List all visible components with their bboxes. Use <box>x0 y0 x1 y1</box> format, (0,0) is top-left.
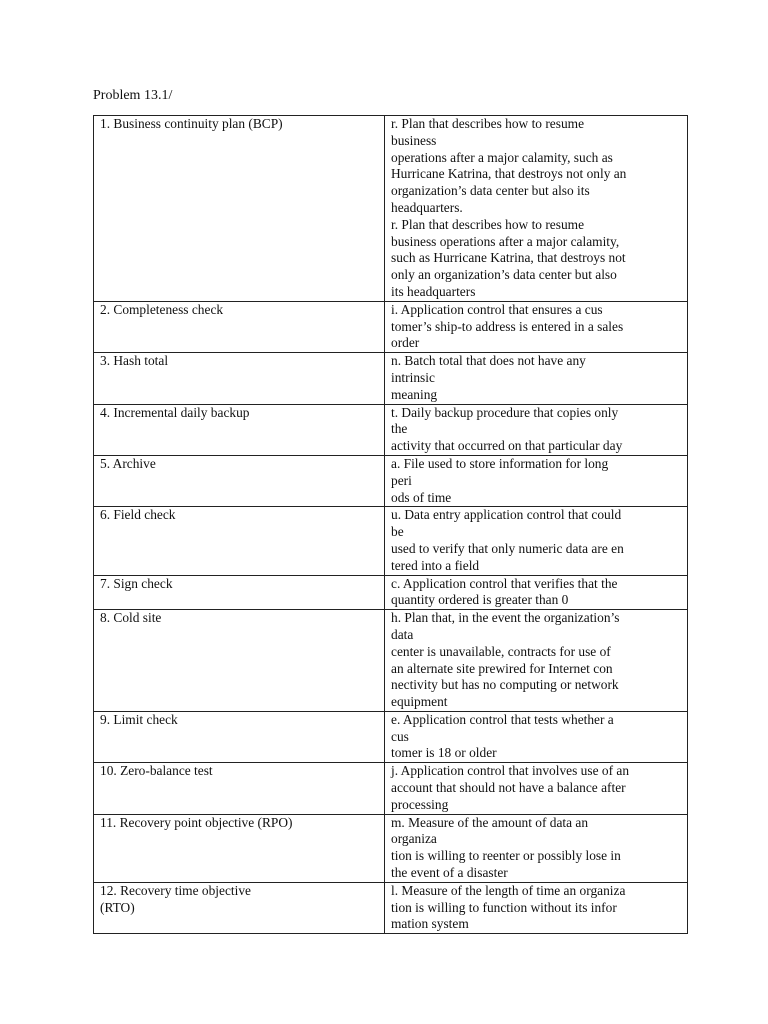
definition-cell <box>385 610 688 712</box>
definition-text: tomer is 18 or older <box>391 745 497 761</box>
definition-text: m. Measure of the amount of data an <box>391 814 589 830</box>
term-cell <box>94 763 385 814</box>
term-cell <box>94 711 385 762</box>
definition-text: t. Daily backup procedure that copies only <box>391 404 619 420</box>
definition-text: processing <box>391 796 449 812</box>
definition-text: peri <box>391 472 412 488</box>
table-row <box>94 763 688 814</box>
definition-text: r. Plan that describes how to resume <box>391 216 585 232</box>
term-text: 8. Cold site <box>100 610 162 626</box>
definition-cell <box>385 882 688 933</box>
definition-text: the <box>391 421 408 437</box>
term-cell <box>94 507 385 575</box>
definition-cell <box>385 575 688 610</box>
definition-text: a. File used to store information for long <box>391 455 609 471</box>
definition-text: i. Application control that ensures a cus <box>391 301 603 317</box>
definition-text: u. Data entry application control that could <box>391 507 622 523</box>
term-cell <box>94 610 385 712</box>
definition-text: ods of time <box>391 489 452 505</box>
table-row <box>94 455 688 506</box>
definition-text: h. Plan that, in the event the organization’s <box>391 610 620 626</box>
definition-text: account that should not have a balance after <box>391 780 626 796</box>
page-heading: Problem 13.1/ <box>93 88 173 103</box>
definition-text: l. Measure of the length of time an organiza <box>391 882 626 898</box>
term-text: 10. Zero-balance test <box>100 763 213 779</box>
table-row <box>94 814 688 882</box>
term-text: 7. Sign check <box>100 575 173 591</box>
term-text: 3. Hash total <box>100 353 169 369</box>
table-row <box>94 404 688 455</box>
definition-text: headquarters. <box>391 199 463 215</box>
definition-text: business operations after a major calamity, <box>391 233 620 249</box>
term-text: 2. Completeness check <box>100 301 224 317</box>
definition-cell <box>385 814 688 882</box>
definition-text: tered into a field <box>391 557 480 573</box>
definition-text: mation system <box>391 916 469 932</box>
table-row <box>94 301 688 352</box>
definition-cell <box>385 116 688 302</box>
definition-cell <box>385 507 688 575</box>
terms-table-body <box>94 116 688 934</box>
term-cell <box>94 404 385 455</box>
definition-text: its headquarters <box>391 283 476 299</box>
definition-text: tomer’s ship-to address is entered in a sales <box>391 318 624 334</box>
term-text: 9. Limit check <box>100 711 178 727</box>
term-text: 1. Business continuity plan (BCP) <box>100 116 283 131</box>
term-cell <box>94 882 385 933</box>
definition-cell <box>385 763 688 814</box>
definition-text: equipment <box>391 694 448 710</box>
definition-text: organiza <box>391 831 437 847</box>
definition-text: used to verify that only numeric data are en <box>391 540 624 556</box>
definition-text: business <box>391 132 437 148</box>
definition-cell <box>385 301 688 352</box>
definition-text: j. Application control that involves use of an <box>391 763 630 779</box>
term-text: (RTO) <box>100 899 135 915</box>
term-text: 5. Archive <box>100 455 156 471</box>
table-row <box>94 507 688 575</box>
definition-text: meaning <box>391 386 438 402</box>
definition-text: tion is willing to reenter or possibly lose in <box>391 848 621 864</box>
definition-text: r. Plan that describes how to resume <box>391 116 585 131</box>
definition-text: center is unavailable, contracts for use of <box>391 643 611 659</box>
definition-text: nectivity but has no computing or network <box>391 677 619 693</box>
definition-text: order <box>391 335 420 351</box>
definition-text: organization’s data center but also its <box>391 183 590 199</box>
term-cell <box>94 575 385 610</box>
term-cell <box>94 116 385 302</box>
definition-text: operations after a major calamity, such as <box>391 149 613 165</box>
definition-text: an alternate site prewired for Internet con <box>391 660 613 676</box>
table-row <box>94 575 688 610</box>
definition-text: Hurricane Katrina, that destroys not only an <box>391 166 627 182</box>
definition-cell <box>385 404 688 455</box>
definition-text: only an organization’s data center but also <box>391 267 617 283</box>
definition-cell <box>385 711 688 762</box>
definition-text: data <box>391 626 414 642</box>
term-text: 4. Incremental daily backup <box>100 404 250 420</box>
terms-table <box>93 115 688 934</box>
term-cell <box>94 455 385 506</box>
definition-text: activity that occurred on that particular day <box>391 438 623 454</box>
table-row <box>94 711 688 762</box>
table-row <box>94 882 688 933</box>
term-cell <box>94 814 385 882</box>
term-text: 11. Recovery point objective (RPO) <box>100 814 293 830</box>
definition-text: tion is willing to function without its infor <box>391 899 617 915</box>
table-row <box>94 353 688 404</box>
definition-text: such as Hurricane Katrina, that destroys not <box>391 250 626 266</box>
term-text: 6. Field check <box>100 507 176 523</box>
definition-text: quantity ordered is greater than 0 <box>391 592 569 608</box>
definition-cell <box>385 455 688 506</box>
definition-text: the event of a disaster <box>391 865 508 881</box>
term-cell <box>94 353 385 404</box>
definition-text: c. Application control that verifies that the <box>391 575 618 591</box>
table-row <box>94 116 688 302</box>
definition-text: cus <box>391 728 409 744</box>
definition-text: be <box>391 524 404 540</box>
term-cell <box>94 301 385 352</box>
definition-text: intrinsic <box>391 369 435 385</box>
definition-text: n. Batch total that does not have any <box>391 353 586 369</box>
definition-cell <box>385 353 688 404</box>
term-text: 12. Recovery time objective <box>100 882 251 898</box>
table-row <box>94 610 688 712</box>
definition-text: e. Application control that tests whether a <box>391 711 614 727</box>
